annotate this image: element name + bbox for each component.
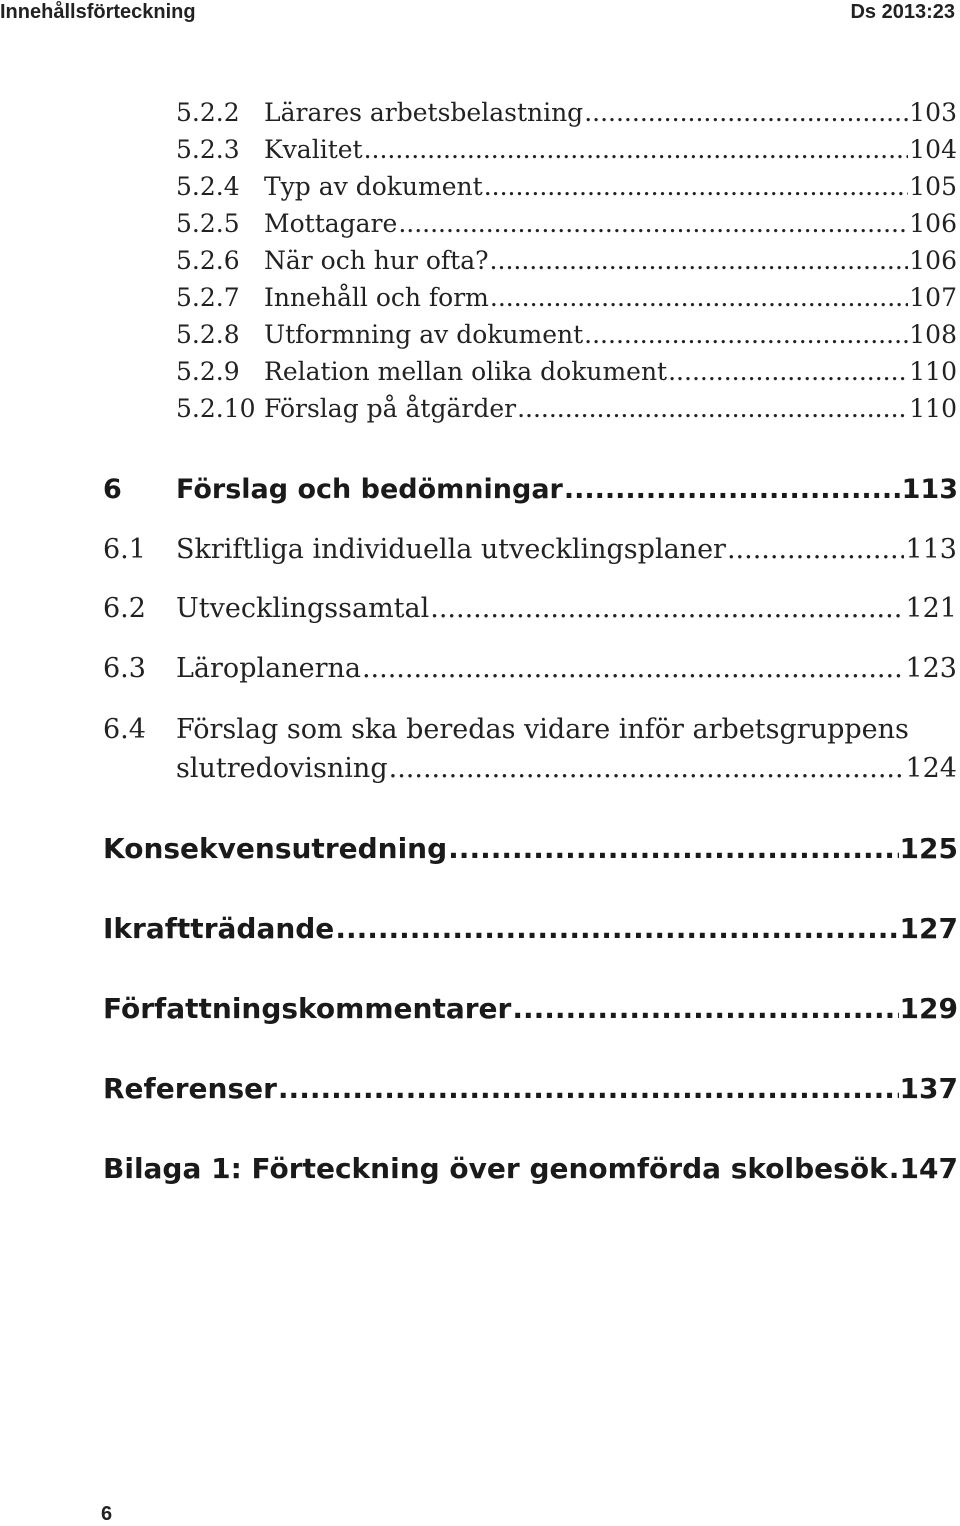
toc-entry-title: Kvalitet	[264, 135, 363, 164]
toc-entry-number: 6.3	[103, 653, 146, 684]
running-header	[0, 0, 960, 30]
toc-entry-page: 127	[899, 912, 958, 945]
toc-leader-dots	[364, 135, 909, 164]
toc-top-entry[interactable]	[103, 992, 958, 1025]
toc-leader-dots	[512, 992, 898, 1025]
toc-leader-dots	[335, 912, 898, 945]
toc-entry-page: 124	[905, 753, 957, 784]
toc-entry-title-continued: slutredovisning	[176, 753, 388, 784]
toc-entry-title: Typ av dokument	[264, 172, 483, 201]
toc-entry-page: 106	[909, 209, 957, 238]
toc-entry-title: Utvecklingssamtal	[176, 593, 430, 624]
toc-entry-title: När och hur ofta?	[264, 246, 489, 275]
toc-entry-title: Lärares arbetsbelastning	[264, 98, 584, 127]
toc-entry[interactable]	[176, 98, 957, 127]
toc-leader-dots	[389, 753, 905, 784]
toc-entry-title: Referenser	[103, 1072, 277, 1105]
toc-leader-dots	[430, 593, 904, 624]
toc-entry-page: 105	[909, 172, 957, 201]
toc-entry[interactable]	[176, 135, 957, 164]
toc-entry-number: 5.2.10	[176, 394, 256, 423]
toc-entry-number: 5.2.8	[176, 320, 240, 349]
toc-entry[interactable]	[176, 394, 957, 423]
toc-top-entry[interactable]	[103, 912, 958, 945]
toc-entry-page: 108	[909, 320, 957, 349]
toc-chapter-entry[interactable]	[103, 474, 958, 505]
toc-leader-dots	[490, 283, 908, 312]
header-section-title: Innehållsförteckning	[0, 1, 196, 23]
toc-entry-title: Utformning av dokument	[264, 320, 584, 349]
toc-entry-title: Läroplanerna	[176, 653, 361, 684]
toc-leader-dots	[398, 209, 908, 238]
toc-entry[interactable]	[176, 209, 957, 238]
toc-leader-dots	[727, 534, 904, 565]
toc-entry[interactable]	[176, 246, 957, 275]
toc-section-entry[interactable]	[103, 593, 957, 624]
toc-leader-dots	[362, 653, 904, 684]
toc-leader-dots	[564, 474, 901, 505]
toc-entry-title: Förslag som ska beredas vidare inför arbetsgruppens	[176, 714, 909, 745]
toc-entry[interactable]	[176, 320, 957, 349]
toc-entry-page: 104	[909, 135, 957, 164]
toc-entry-number: 6	[103, 474, 122, 505]
toc-leader-dots	[278, 1072, 899, 1105]
toc-entry[interactable]	[176, 357, 957, 386]
toc-entry[interactable]	[176, 283, 957, 312]
toc-leader-dots	[584, 98, 908, 127]
toc-leader-dots	[448, 832, 898, 865]
toc-entry-number: 6.1	[103, 534, 146, 565]
toc-top-entry[interactable]	[103, 1072, 958, 1105]
toc-entry-title: Skriftliga individuella utvecklingsplaner	[176, 534, 726, 565]
toc-entry-page: 110	[909, 357, 957, 386]
toc-entry-number: 5.2.3	[176, 135, 240, 164]
toc-section-entry[interactable]	[103, 653, 957, 684]
toc-entry[interactable]	[176, 172, 957, 201]
toc-entry-page: 147	[899, 1152, 958, 1185]
toc-entry-page: 123	[905, 653, 957, 684]
toc-entry-number: 5.2.5	[176, 209, 240, 238]
toc-entry-page: 125	[899, 832, 958, 865]
toc-entry-title: Konsekvensutredning	[103, 832, 448, 865]
toc-section-entry[interactable]	[103, 534, 957, 565]
toc-entry-number: 5.2.9	[176, 357, 240, 386]
toc-leader-dots	[889, 1152, 899, 1185]
toc-entry-page: 107	[909, 283, 957, 312]
toc-entry-title: Författningskommentarer	[103, 992, 512, 1025]
toc-entry-title: Förslag på åtgärder	[264, 394, 517, 423]
toc-entry-page: 113	[905, 534, 957, 565]
toc-entry-title: Relation mellan olika dokument	[264, 357, 668, 386]
toc-entry-page: 110	[909, 394, 957, 423]
toc-entry-page: 106	[909, 246, 957, 275]
toc-leader-dots	[584, 320, 908, 349]
toc-leader-dots	[484, 172, 909, 201]
toc-top-entry[interactable]	[103, 832, 958, 865]
toc-entry-title: Innehåll och form	[264, 283, 489, 312]
toc-entry-number: 5.2.2	[176, 98, 240, 127]
toc-entry-number: 5.2.4	[176, 172, 240, 201]
page-number: 6	[101, 1503, 113, 1525]
header-document-id: Ds 2013:23	[850, 1, 955, 23]
toc-entry-title: Förslag och bedömningar	[176, 474, 563, 505]
toc-entry-number: 6.4	[103, 714, 146, 745]
toc-entry-page: 137	[899, 1072, 958, 1105]
toc-entry-page: 129	[899, 992, 958, 1025]
toc-entry-page: 121	[905, 593, 957, 624]
toc-entry-title: Mottagare	[264, 209, 398, 238]
toc-entry-number: 5.2.7	[176, 283, 240, 312]
toc-entry-number: 5.2.6	[176, 246, 240, 275]
toc-entry-title: Bilaga 1: Förteckning över genomförda skolbesök	[103, 1152, 888, 1185]
toc-entry-page: 103	[909, 98, 957, 127]
toc-entry-page: 113	[901, 474, 958, 505]
toc-leader-dots	[490, 246, 909, 275]
toc-entry-number: 6.2	[103, 593, 146, 624]
toc-leader-dots	[668, 357, 908, 386]
toc-entry-continuation	[176, 753, 957, 784]
toc-leader-dots	[517, 394, 908, 423]
toc-top-entry[interactable]	[103, 1152, 958, 1185]
toc-entry-title: Ikraftträdande	[103, 912, 335, 945]
